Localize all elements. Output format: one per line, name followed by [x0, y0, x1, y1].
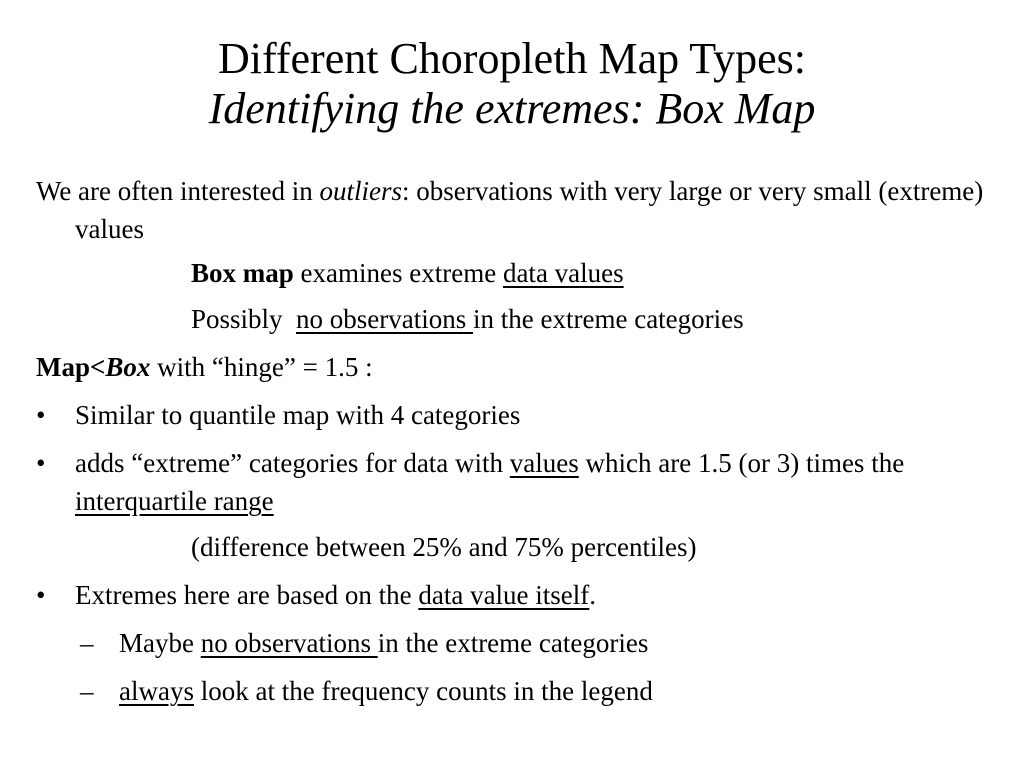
bullet-item-2	[36, 444, 1020, 520]
dash-marker: –	[80, 628, 94, 658]
box-term: Box	[105, 352, 151, 382]
bullet-marker: •	[36, 448, 46, 478]
bullet-item-3	[36, 576, 1020, 614]
data-values-link-text: data values	[502, 258, 624, 288]
bullet-2-text-1: adds “extreme” categories for data with	[75, 448, 510, 478]
bullet-text-1: Similar to quantile map with 4 categories	[75, 400, 521, 430]
less-than-symbol: <	[90, 352, 106, 382]
sub-1-text-1: Maybe	[119, 628, 201, 658]
slide-body	[36, 172, 1020, 710]
box-map-text: examines extreme	[293, 258, 503, 288]
possibly-text-2: in the extreme categories	[473, 304, 744, 334]
bullet-3-text-2: .	[589, 580, 597, 610]
possibly-text-1: Possibly	[191, 304, 297, 334]
no-observations-text: no observations	[296, 304, 474, 334]
sub-item-1	[36, 624, 1020, 662]
box-map-term: Box map	[191, 258, 294, 288]
intro-text-1: We are often interested in	[36, 176, 320, 206]
bullet-marker: •	[36, 580, 46, 610]
possibly-line	[36, 300, 1020, 338]
title-line-2: Identifying the extremes: Box Map	[208, 84, 816, 133]
slide-title	[0, 34, 1024, 134]
hinge-text: with “hinge” = 1.5 :	[150, 352, 373, 382]
map-term: Map	[36, 352, 90, 382]
bullet-item-1	[36, 396, 1020, 434]
always-text: always	[119, 676, 194, 706]
intro-paragraph	[36, 172, 1020, 248]
dash-marker: –	[80, 676, 94, 706]
sub-2-text: look at the frequency counts in the legend	[193, 676, 653, 706]
title-line-1: Different Choropleth Map Types:	[218, 34, 806, 83]
sub-item-2	[36, 672, 1020, 710]
bullet-3-text-1: Extremes here are based on the	[75, 580, 419, 610]
sub-no-observations-text: no observations	[200, 628, 378, 658]
data-value-itself-text: data value itself	[418, 580, 590, 610]
values-text: values	[509, 448, 579, 478]
bullet-marker: •	[36, 400, 46, 430]
sub-1-text-2: in the extreme categories	[377, 628, 649, 658]
outliers-term: outliers	[319, 176, 402, 206]
interquartile-range-text: interquartile range	[75, 486, 274, 516]
bullet-2-text-2: which are 1.5 (or 3) times the	[578, 448, 905, 478]
intro-text-2: : observations with very large or very small (extreme) values	[75, 176, 984, 244]
map-box-heading	[36, 348, 1020, 386]
percentile-note: (difference between 25% and 75% percentiles)	[191, 532, 697, 562]
box-map-line	[36, 254, 1020, 292]
